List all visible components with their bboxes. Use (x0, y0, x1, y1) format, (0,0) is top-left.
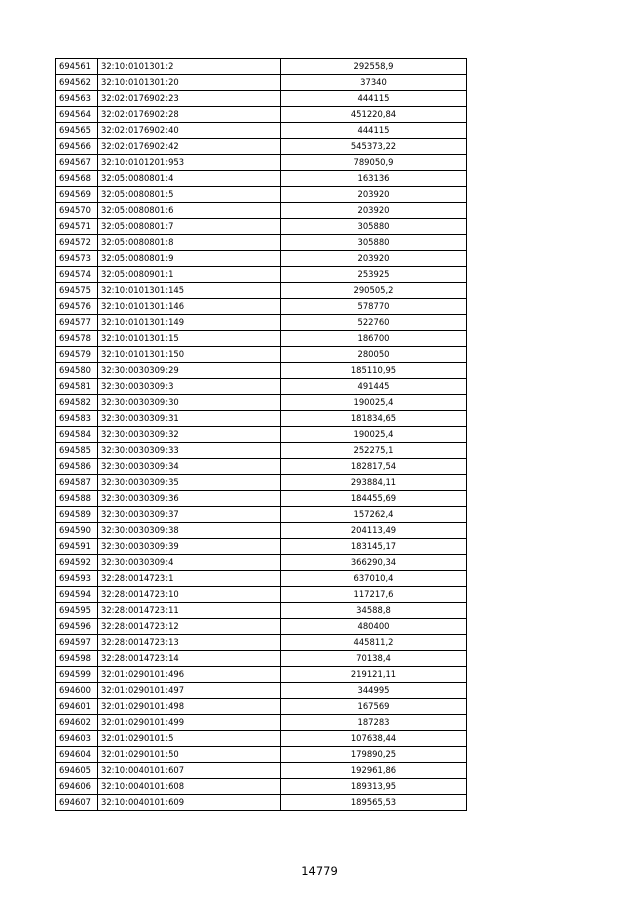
cadastral-value-cell: 37340 (281, 75, 467, 91)
row-number-cell: 694562 (56, 75, 98, 91)
row-number-cell: 694589 (56, 507, 98, 523)
row-number-cell: 694579 (56, 347, 98, 363)
row-number-cell: 694598 (56, 651, 98, 667)
table-row (56, 139, 467, 155)
row-number-cell: 694570 (56, 203, 98, 219)
cadastral-number-cell: 32:28:0014723:10 (98, 587, 281, 603)
cadastral-value-cell: 252275,1 (281, 443, 467, 459)
table-row (56, 699, 467, 715)
cadastral-number-cell: 32:28:0014723:12 (98, 619, 281, 635)
table-row (56, 235, 467, 251)
table-row (56, 267, 467, 283)
table-row (56, 203, 467, 219)
cadastral-value-cell: 181834,65 (281, 411, 467, 427)
cadastral-number-cell: 32:30:0030309:35 (98, 475, 281, 491)
row-number-cell: 694591 (56, 539, 98, 555)
cadastral-value-cell: 445811,2 (281, 635, 467, 651)
cadastral-number-cell: 32:01:0290101:496 (98, 667, 281, 683)
row-number-cell: 694603 (56, 731, 98, 747)
cadastral-number-cell: 32:10:0101301:2 (98, 59, 281, 75)
cadastral-number-cell: 32:30:0030309:4 (98, 555, 281, 571)
cadastral-number-cell: 32:10:0101301:149 (98, 315, 281, 331)
cadastral-value-cell: 444115 (281, 91, 467, 107)
table-row (56, 427, 467, 443)
row-number-cell: 694572 (56, 235, 98, 251)
cadastral-number-cell: 32:10:0101301:145 (98, 283, 281, 299)
row-number-cell: 694602 (56, 715, 98, 731)
cadastral-value-cell: 280050 (281, 347, 467, 363)
cadastral-number-cell: 32:30:0030309:37 (98, 507, 281, 523)
cadastral-value-cell: 366290,34 (281, 555, 467, 571)
cadastral-number-cell: 32:30:0030309:39 (98, 539, 281, 555)
row-number-cell: 694565 (56, 123, 98, 139)
row-number-cell: 694606 (56, 779, 98, 795)
cadastral-value-cell: 290505,2 (281, 283, 467, 299)
cadastral-number-cell: 32:05:0080801:6 (98, 203, 281, 219)
cadastral-value-cell: 157262,4 (281, 507, 467, 523)
table-row (56, 715, 467, 731)
table-row (56, 155, 467, 171)
row-number-cell: 694574 (56, 267, 98, 283)
row-number-cell: 694597 (56, 635, 98, 651)
row-number-cell: 694576 (56, 299, 98, 315)
cadastral-value-cell: 184455,69 (281, 491, 467, 507)
cadastral-number-cell: 32:02:0176902:42 (98, 139, 281, 155)
cadastral-value-cell: 305880 (281, 235, 467, 251)
cadastral-number-cell: 32:02:0176902:23 (98, 91, 281, 107)
row-number-cell: 694577 (56, 315, 98, 331)
cadastral-number-cell: 32:10:0040101:607 (98, 763, 281, 779)
table-row (56, 187, 467, 203)
row-number-cell: 694590 (56, 523, 98, 539)
table-row (56, 395, 467, 411)
table-row (56, 315, 467, 331)
cadastral-value-cell: 187283 (281, 715, 467, 731)
cadastral-value-cell: 789050,9 (281, 155, 467, 171)
table-row (56, 75, 467, 91)
cadastral-number-cell: 32:30:0030309:34 (98, 459, 281, 475)
cadastral-value-cell: 203920 (281, 187, 467, 203)
cadastral-number-cell: 32:01:0290101:498 (98, 699, 281, 715)
cadastral-value-cell: 203920 (281, 203, 467, 219)
cadastral-number-cell: 32:02:0176902:28 (98, 107, 281, 123)
row-number-cell: 694573 (56, 251, 98, 267)
table-row (56, 459, 467, 475)
table-row (56, 587, 467, 603)
cadastral-value-cell: 451220,84 (281, 107, 467, 123)
row-number-cell: 694600 (56, 683, 98, 699)
row-number-cell: 694587 (56, 475, 98, 491)
cadastral-number-cell: 32:30:0030309:3 (98, 379, 281, 395)
cadastral-value-cell: 34588,8 (281, 603, 467, 619)
cadastral-value-cell: 292558,9 (281, 59, 467, 75)
table-row (56, 523, 467, 539)
table-row (56, 571, 467, 587)
table-row (56, 411, 467, 427)
cadastral-number-cell: 32:05:0080801:9 (98, 251, 281, 267)
cadastral-number-cell: 32:01:0290101:50 (98, 747, 281, 763)
table-row (56, 779, 467, 795)
cadastral-value-cell: 192961,86 (281, 763, 467, 779)
row-number-cell: 694586 (56, 459, 98, 475)
cadastral-value-cell: 70138,4 (281, 651, 467, 667)
cadastral-value-cell: 186700 (281, 331, 467, 347)
cadastral-number-cell: 32:10:0040101:608 (98, 779, 281, 795)
row-number-cell: 694607 (56, 795, 98, 811)
row-number-cell: 694581 (56, 379, 98, 395)
row-number-cell: 694571 (56, 219, 98, 235)
cadastral-value-cell: 578770 (281, 299, 467, 315)
cadastral-value-cell: 305880 (281, 219, 467, 235)
table-row (56, 683, 467, 699)
table-row (56, 731, 467, 747)
cadastral-number-cell: 32:30:0030309:32 (98, 427, 281, 443)
table-row (56, 123, 467, 139)
cadastral-value-cell: 293884,11 (281, 475, 467, 491)
table-row (56, 283, 467, 299)
table-row (56, 443, 467, 459)
cadastral-value-cell: 190025,4 (281, 427, 467, 443)
cadastral-value-cell: 344995 (281, 683, 467, 699)
row-number-cell: 694588 (56, 491, 98, 507)
cadastral-number-cell: 32:10:0040101:609 (98, 795, 281, 811)
row-number-cell: 694593 (56, 571, 98, 587)
row-number-cell: 694568 (56, 171, 98, 187)
cadastral-number-cell: 32:05:0080801:5 (98, 187, 281, 203)
cadastral-number-cell: 32:30:0030309:30 (98, 395, 281, 411)
cadastral-number-cell: 32:30:0030309:36 (98, 491, 281, 507)
row-number-cell: 694582 (56, 395, 98, 411)
cadastral-value-table (55, 58, 467, 811)
table-row (56, 219, 467, 235)
cadastral-value-cell: 204113,49 (281, 523, 467, 539)
cadastral-value-cell: 203920 (281, 251, 467, 267)
table-row (56, 379, 467, 395)
cadastral-value-cell: 179890,25 (281, 747, 467, 763)
table-row (56, 299, 467, 315)
cadastral-number-cell: 32:30:0030309:29 (98, 363, 281, 379)
cadastral-number-cell: 32:05:0080801:4 (98, 171, 281, 187)
cadastral-number-cell: 32:05:0080901:1 (98, 267, 281, 283)
table-body (56, 59, 467, 811)
table-row (56, 651, 467, 667)
cadastral-number-cell: 32:01:0290101:5 (98, 731, 281, 747)
table-row (56, 763, 467, 779)
cadastral-value-cell: 637010,4 (281, 571, 467, 587)
cadastral-value-cell: 480400 (281, 619, 467, 635)
cadastral-value-cell: 182817,54 (281, 459, 467, 475)
row-number-cell: 694595 (56, 603, 98, 619)
table-row (56, 747, 467, 763)
table-row (56, 251, 467, 267)
row-number-cell: 694575 (56, 283, 98, 299)
table-row (56, 603, 467, 619)
cadastral-value-cell: 545373,22 (281, 139, 467, 155)
cadastral-number-cell: 32:01:0290101:497 (98, 683, 281, 699)
table-row (56, 635, 467, 651)
cadastral-number-cell: 32:10:0101301:15 (98, 331, 281, 347)
cadastral-value-cell: 189565,53 (281, 795, 467, 811)
row-number-cell: 694596 (56, 619, 98, 635)
cadastral-number-cell: 32:30:0030309:31 (98, 411, 281, 427)
row-number-cell: 694601 (56, 699, 98, 715)
row-number-cell: 694563 (56, 91, 98, 107)
table-row (56, 619, 467, 635)
cadastral-value-cell: 107638,44 (281, 731, 467, 747)
page-number: 14779 (301, 864, 338, 878)
row-number-cell: 694578 (56, 331, 98, 347)
row-number-cell: 694594 (56, 587, 98, 603)
row-number-cell: 694569 (56, 187, 98, 203)
table-row (56, 331, 467, 347)
cadastral-number-cell: 32:01:0290101:499 (98, 715, 281, 731)
row-number-cell: 694584 (56, 427, 98, 443)
row-number-cell: 694580 (56, 363, 98, 379)
cadastral-value-cell: 219121,11 (281, 667, 467, 683)
cadastral-value-cell: 117217,6 (281, 587, 467, 603)
cadastral-value-cell: 444115 (281, 123, 467, 139)
cadastral-number-cell: 32:28:0014723:11 (98, 603, 281, 619)
row-number-cell: 694561 (56, 59, 98, 75)
cadastral-value-cell: 183145,17 (281, 539, 467, 555)
cadastral-number-cell: 32:30:0030309:33 (98, 443, 281, 459)
table-row (56, 363, 467, 379)
table-row (56, 795, 467, 811)
row-number-cell: 694599 (56, 667, 98, 683)
row-number-cell: 694605 (56, 763, 98, 779)
row-number-cell: 694583 (56, 411, 98, 427)
table-row (56, 59, 467, 75)
table-row (56, 347, 467, 363)
table-row (56, 171, 467, 187)
cadastral-value-cell: 167569 (281, 699, 467, 715)
table-row (56, 107, 467, 123)
row-number-cell: 694566 (56, 139, 98, 155)
table-row (56, 475, 467, 491)
table-row (56, 555, 467, 571)
cadastral-number-cell: 32:30:0030309:38 (98, 523, 281, 539)
table-row (56, 91, 467, 107)
row-number-cell: 694604 (56, 747, 98, 763)
row-number-cell: 694592 (56, 555, 98, 571)
cadastral-number-cell: 32:10:0101301:20 (98, 75, 281, 91)
cadastral-number-cell: 32:05:0080801:8 (98, 235, 281, 251)
table-row (56, 507, 467, 523)
row-number-cell: 694564 (56, 107, 98, 123)
row-number-cell: 694585 (56, 443, 98, 459)
cadastral-number-cell: 32:28:0014723:14 (98, 651, 281, 667)
table-row (56, 667, 467, 683)
cadastral-number-cell: 32:28:0014723:1 (98, 571, 281, 587)
cadastral-value-cell: 491445 (281, 379, 467, 395)
cadastral-number-cell: 32:10:0101301:146 (98, 299, 281, 315)
cadastral-value-cell: 253925 (281, 267, 467, 283)
cadastral-number-cell: 32:28:0014723:13 (98, 635, 281, 651)
cadastral-number-cell: 32:02:0176902:40 (98, 123, 281, 139)
table-row (56, 539, 467, 555)
cadastral-number-cell: 32:10:0101201:953 (98, 155, 281, 171)
table-row (56, 491, 467, 507)
cadastral-number-cell: 32:05:0080801:7 (98, 219, 281, 235)
cadastral-value-cell: 185110,95 (281, 363, 467, 379)
cadastral-number-cell: 32:10:0101301:150 (98, 347, 281, 363)
cadastral-value-cell: 522760 (281, 315, 467, 331)
cadastral-value-cell: 190025,4 (281, 395, 467, 411)
cadastral-value-cell: 189313,95 (281, 779, 467, 795)
row-number-cell: 694567 (56, 155, 98, 171)
cadastral-value-cell: 163136 (281, 171, 467, 187)
